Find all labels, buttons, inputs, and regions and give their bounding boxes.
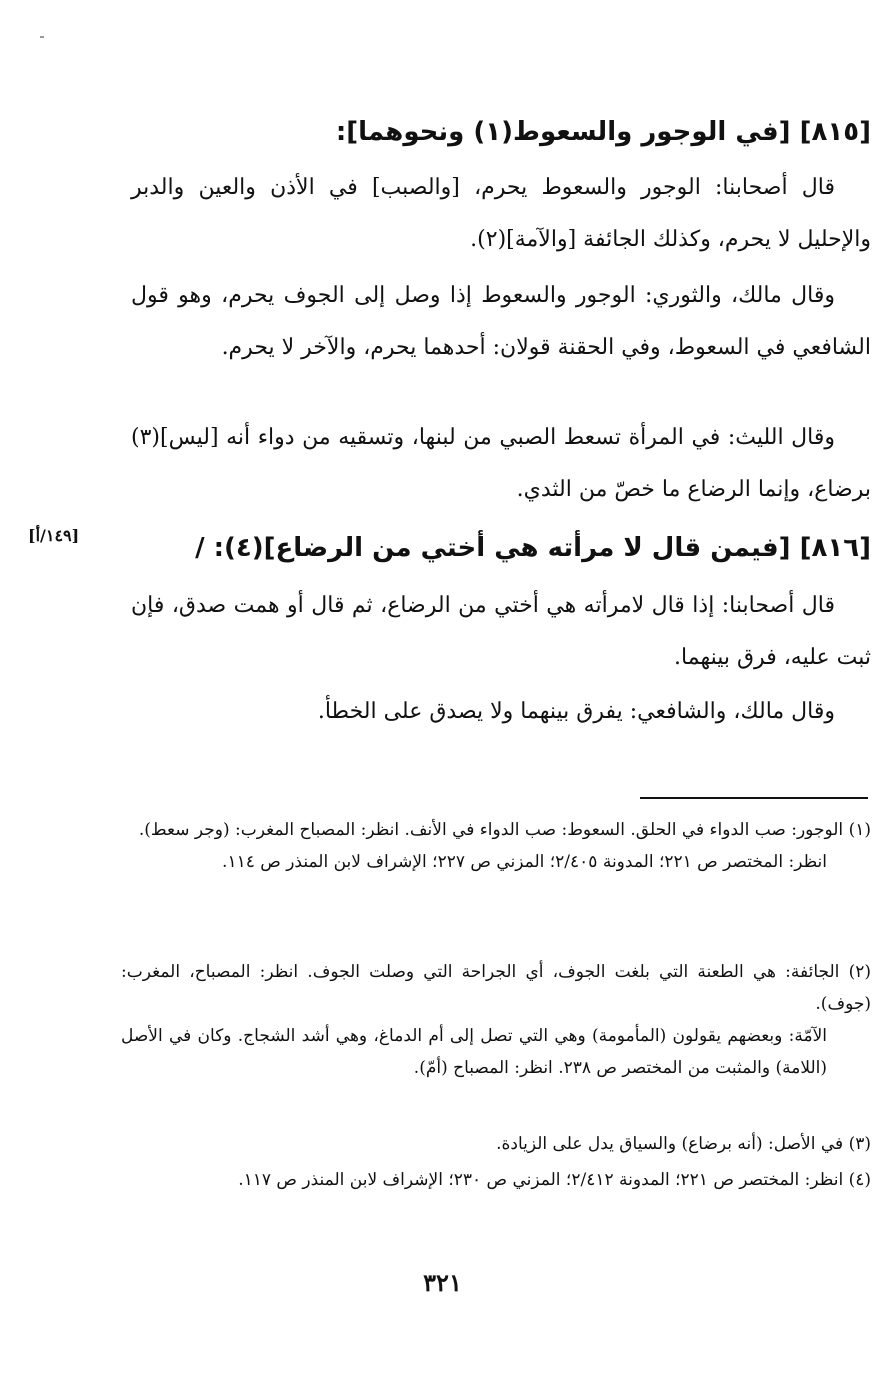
- footnote-1-number: (١): [848, 820, 871, 840]
- footnote-2-text: الجائفة: هي الطعنة التي بلغت الجوف، أي الجراحة التي وصلت الجوف. انظر: المصباح، المغرب: (جوف).: [121, 962, 871, 1014]
- paragraph-text: وقال الليث: في المرأة تسعط الصبي من لبنها، وتسقيه من دواء أنه [ليس](٣) برضاع، وإنما الرضاع ما خصّ من الثدي.: [131, 425, 871, 502]
- footnote-2-main: [121, 956, 871, 1020]
- footnote-4: [121, 1164, 871, 1196]
- scan-speck: [40, 36, 44, 38]
- paragraph-text: وقال مالك، والثوري: الوجور والسعوط إذا وصل إلى الجوف يحرم، وهو قول الشافعي في السعوط، وفي الحقنة قولان: أحدهما يحرم، والآخر لا يحرم.: [131, 283, 871, 360]
- section-815-heading: [٨١٥] [في الوجور والسعوط(١) ونحوهما]:: [335, 117, 871, 147]
- footnote-1-main: [121, 814, 871, 846]
- footnote-3-number: (٣): [848, 1134, 871, 1154]
- footnote-1-sub: انظر: المختصر ص ٢٢١؛ المدونة ٢/٤٠٥؛ المزني ص ٢٢٧؛ الإشراف لابن المنذر ص ١١٤.: [222, 852, 827, 872]
- footnote-1: [121, 814, 871, 878]
- footnote-2-sub: الآمّة: وبعضهم يقولون (المأمومة) وهي التي تصل إلى أم الدماغ، وهي أشد الشجاج. وكان في الأصل (اللامة) والمثبت من المختصر ص ٢٣٨. انظر: المصباح (أمّ).: [121, 1026, 827, 1078]
- footnote-1-text: الوجور: صب الدواء في الحلق. السعوط: صب الدواء في الأنف. انظر: المصباح المغرب: (وجر سعط).: [138, 820, 844, 840]
- paragraph-text: قال أصحابنا: إذا قال لامرأته هي أختي من الرضاع، ثم قال أو همت صدق، فإن ثبت عليه، فرق بينهما.: [131, 593, 871, 670]
- paragraph-text: قال أصحابنا: الوجور والسعوط يحرم، [والصبب] في الأذن والعين والدبر والإحليل لا يحرم، وكذلك الجائفة [والآمة](٢).: [131, 175, 871, 252]
- section-815-paragraph-3: [131, 412, 871, 516]
- page-number: ٣٢١: [423, 1268, 462, 1297]
- section-816-paragraph-1: [131, 580, 871, 684]
- footnote-4-number: (٤): [848, 1170, 871, 1190]
- manuscript-folio-ref: [١٤٩/أ]: [28, 526, 80, 545]
- footnote-2-number: (٢): [848, 962, 871, 982]
- section-816-heading: [٨١٦] [فيمن قال لا مرأته هي أختي من الرضاع](٤): /: [195, 533, 871, 563]
- section-815-paragraph-2: [131, 270, 871, 374]
- footnote-3: [121, 1128, 871, 1160]
- footnote-2: [121, 956, 871, 1084]
- footnote-separator: [640, 797, 868, 799]
- footnote-3-text: في الأصل: (أنه برضاع) والسياق يدل على الزيادة.: [496, 1134, 844, 1154]
- section-816-paragraph-2: [131, 686, 871, 738]
- footnote-4-main: [121, 1164, 871, 1196]
- section-815-paragraph-1: [131, 162, 871, 266]
- footnote-4-text: انظر: المختصر ص ٢٢١؛ المدونة ٢/٤١٢؛ المزني ص ٢٣٠؛ الإشراف لابن المنذر ص ١١٧.: [238, 1170, 844, 1190]
- paragraph-text: وقال مالك، والشافعي: يفرق بينهما ولا يصدق على الخطأ.: [317, 699, 835, 724]
- footnote-3-main: [121, 1128, 871, 1160]
